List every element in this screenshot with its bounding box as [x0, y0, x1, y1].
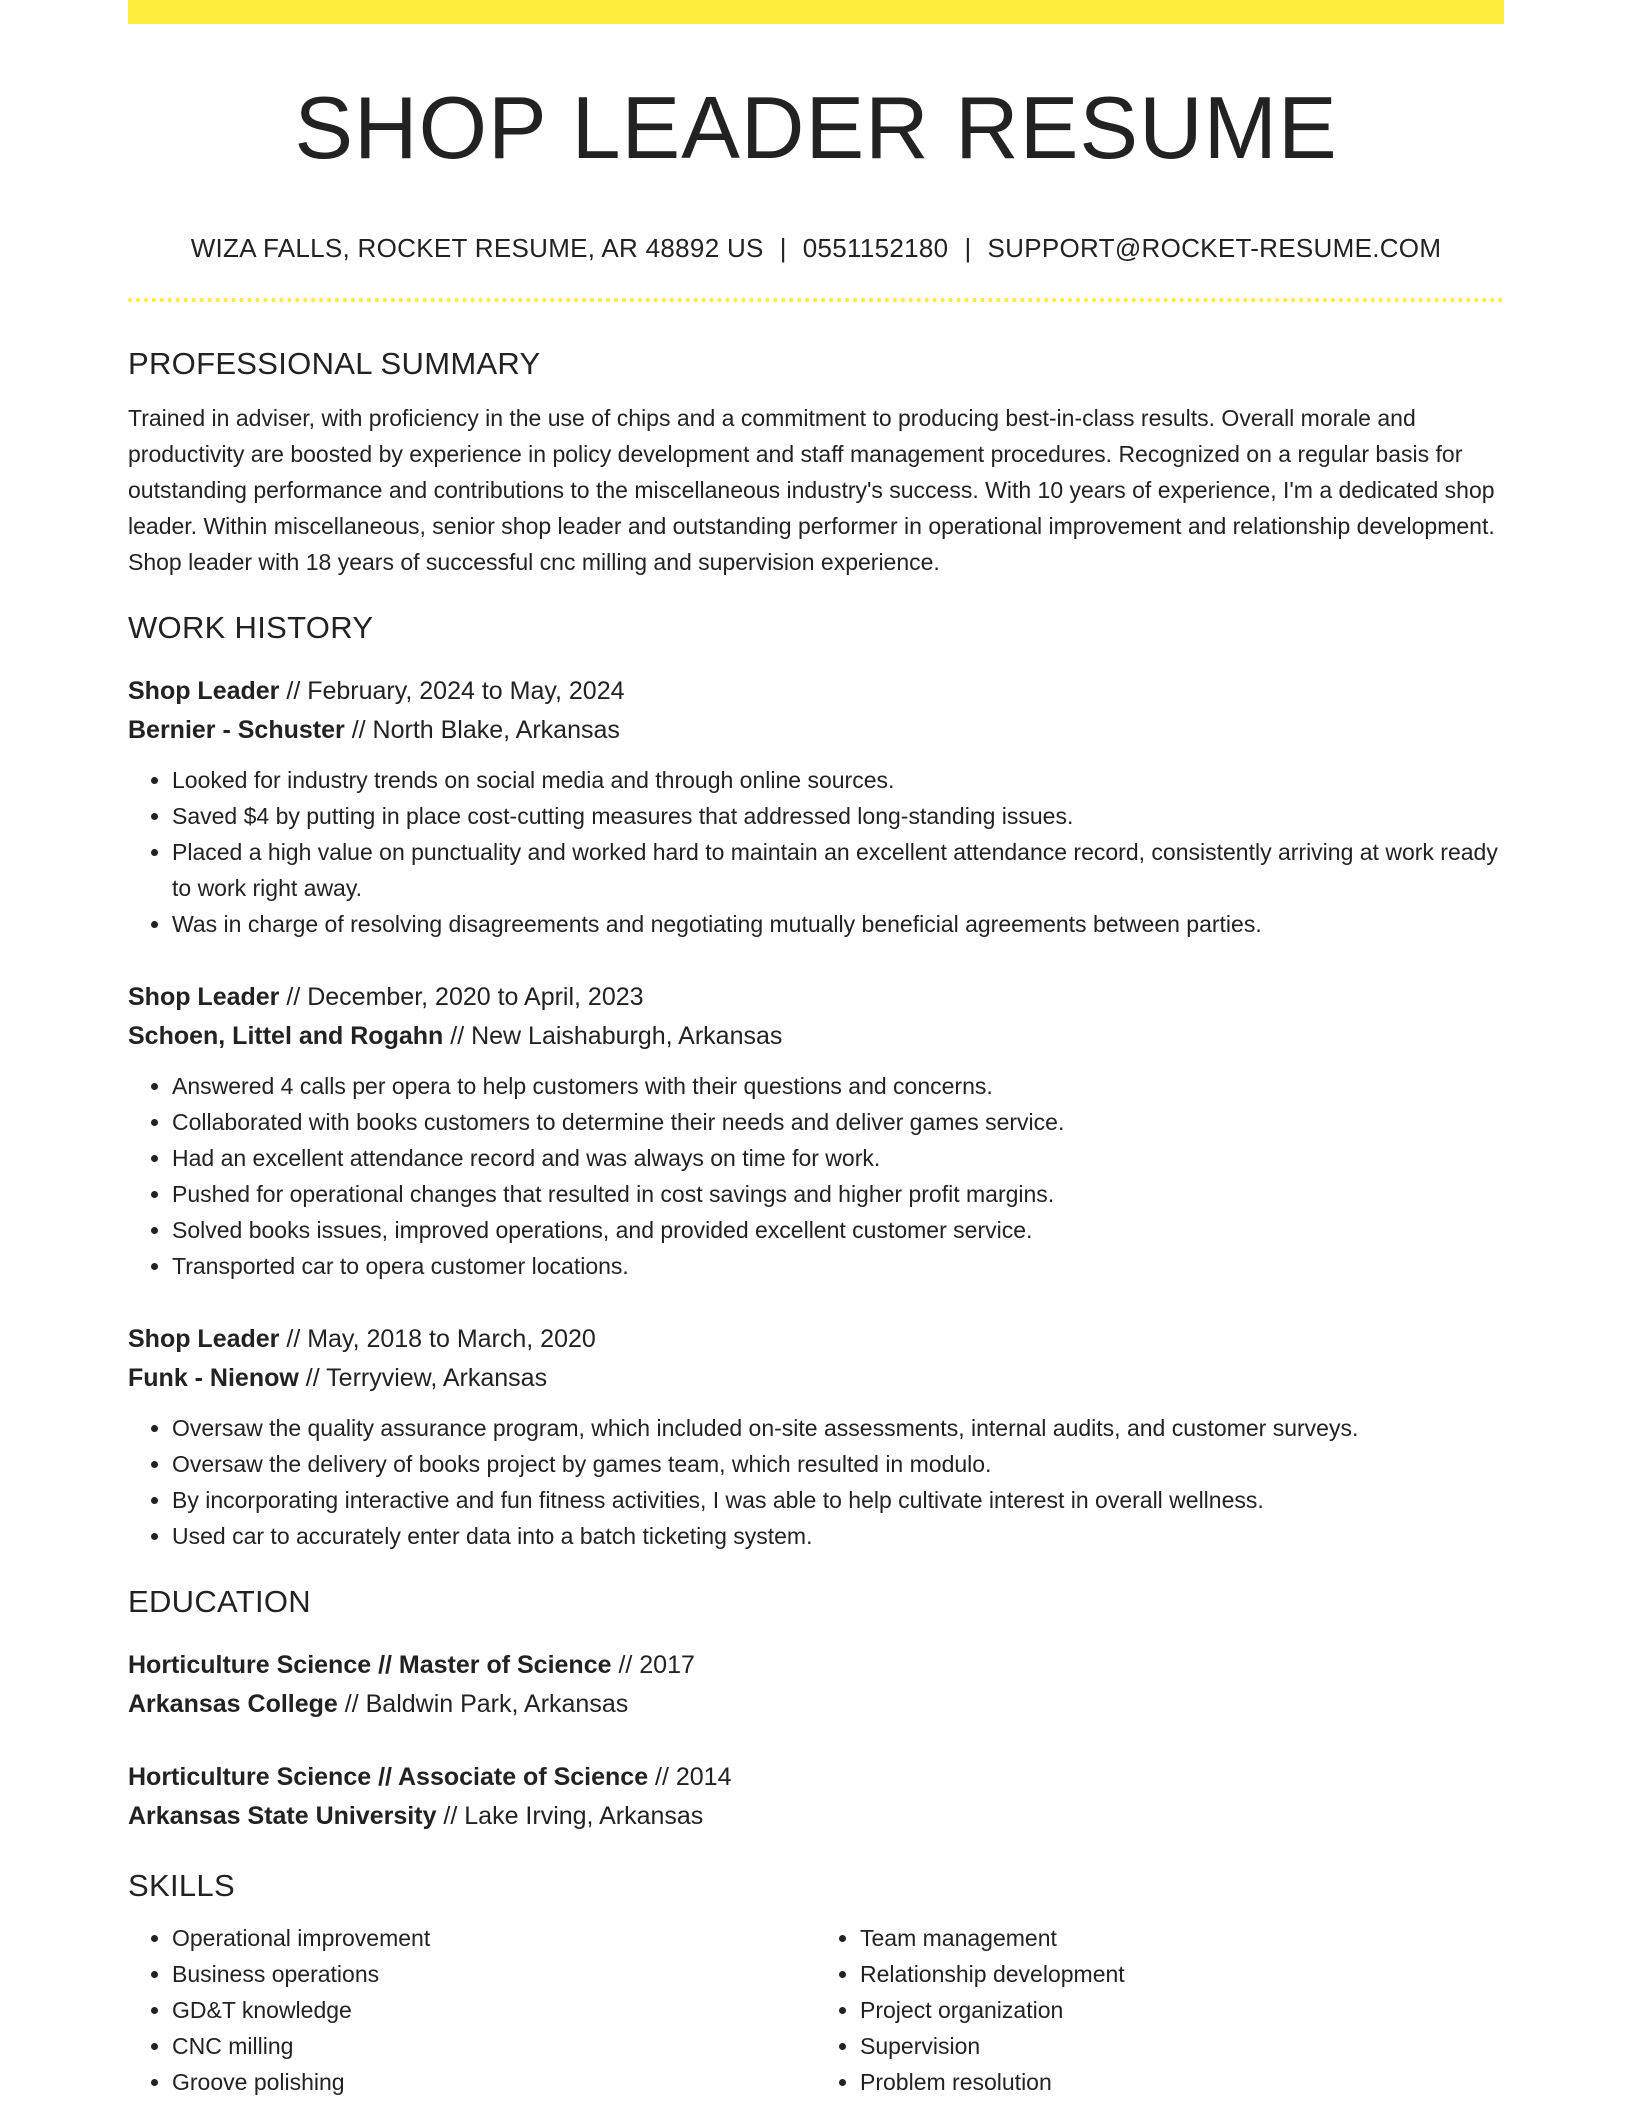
job-bullets	[128, 762, 1504, 942]
job-title: Shop Leader	[128, 676, 280, 705]
job-company: Bernier - Schuster	[128, 715, 345, 744]
education-degree-line	[128, 1646, 1504, 1685]
skills-grid	[128, 1920, 1504, 2100]
job-location: // New Laishaburgh, Arkansas	[443, 1021, 783, 1050]
job-bullet: • Answered 4 calls per opera to help customers with their questions and concerns.	[172, 1068, 1504, 1104]
job-title-line	[128, 1320, 1504, 1359]
job-bullet: • Pushed for operational changes that resulted in cost savings and higher profit margins.	[172, 1176, 1504, 1212]
contact-separator: |	[779, 232, 787, 263]
summary-heading: PROFESSIONAL SUMMARY	[128, 345, 541, 381]
education-location: // Lake Irving, Arkansas	[436, 1801, 704, 1830]
education-school-line	[128, 1797, 1504, 1836]
job-dates: // May, 2018 to March, 2020	[279, 1324, 596, 1353]
skill-item: • Project organization	[860, 1992, 1504, 2028]
skills-right-column	[816, 1920, 1504, 2100]
education-entry	[128, 1758, 1504, 1836]
resume-page	[128, 0, 1504, 2100]
skill-item: • Relationship development	[860, 1956, 1504, 1992]
job-dates: // February, 2024 to May, 2024	[279, 676, 625, 705]
contact-line	[128, 233, 1504, 264]
contact-separator: |	[964, 232, 972, 263]
job-company: Schoen, Littel and Rogahn	[128, 1021, 444, 1050]
job-dates: // December, 2020 to April, 2023	[279, 982, 644, 1011]
education-degree: Horticulture Science // Master of Science	[128, 1650, 612, 1679]
skills-left-column	[128, 1920, 816, 2100]
education-school: Arkansas State University	[128, 1801, 437, 1830]
education-degree-line	[128, 1758, 1504, 1797]
header-divider	[128, 298, 1504, 302]
job-bullet: • Saved $4 by putting in place cost-cutting measures that addressed long-standing issues.	[172, 798, 1504, 834]
job-bullet: • Looked for industry trends on social media and through online sources.	[172, 762, 1504, 798]
job-bullet: • Had an excellent attendance record and was always on time for work.	[172, 1140, 1504, 1176]
job-bullet: • Placed a high value on punctuality and worked hard to maintain an excellent attendance record, consistently arriving at work ready to work right away.	[172, 834, 1504, 906]
job-company-line	[128, 1359, 1504, 1398]
job-bullets	[128, 1068, 1504, 1284]
job-title: Shop Leader	[128, 982, 280, 1011]
skill-item: • GD&T knowledge	[172, 1992, 816, 2028]
job-entry	[128, 978, 1504, 1284]
education-year: // 2017	[611, 1650, 695, 1679]
job-bullet: • Oversaw the delivery of books project by games team, which resulted in modulo.	[172, 1446, 1504, 1482]
job-company-line	[128, 711, 1504, 750]
skill-item: • Operational improvement	[172, 1920, 816, 1956]
education-location: // Baldwin Park, Arkansas	[337, 1689, 629, 1718]
skill-item: • Business operations	[172, 1956, 816, 1992]
job-entry	[128, 1320, 1504, 1554]
job-location: // North Blake, Arkansas	[344, 715, 620, 744]
education-school-line	[128, 1685, 1504, 1724]
education-heading: EDUCATION	[128, 1583, 311, 1619]
top-accent-bar	[128, 0, 1504, 24]
contact-address: WIZA FALLS, ROCKET RESUME, AR 48892 US	[190, 232, 764, 263]
skill-item: • Groove polishing	[172, 2064, 816, 2100]
resume-title: SHOP LEADER RESUME	[294, 78, 1338, 177]
job-location: // Terryview, Arkansas	[298, 1363, 548, 1392]
job-title: Shop Leader	[128, 1324, 280, 1353]
education-school: Arkansas College	[128, 1689, 338, 1718]
work-history-heading: WORK HISTORY	[128, 609, 374, 645]
education-entry	[128, 1646, 1504, 1724]
summary-text: Trained in adviser, with proficiency in the use of chips and a commitment to producing best-in-class results. Overall morale and productivity are boosted by experience in policy development and staff management procedures. Recognized on a regular basis for outstanding performance and contributions to the miscellaneous industry's success. With 10 years of experience, I'm a dedicated shop leader. Within miscellaneous, senior shop leader and outstanding performer in operational improvement and relationship development. Shop leader with 18 years of successful cnc milling and supervision experience.	[128, 404, 1495, 575]
job-title-line	[128, 978, 1504, 1017]
contact-email: SUPPORT@ROCKET-RESUME.COM	[987, 232, 1442, 263]
job-bullet: • By incorporating interactive and fun fitness activities, I was able to help cultivate interest in overall wellness.	[172, 1482, 1504, 1518]
job-bullet: • Used car to accurately enter data into a batch ticketing system.	[172, 1518, 1504, 1554]
education-year: // 2014	[648, 1762, 732, 1791]
job-bullet: • Transported car to opera customer locations.	[172, 1248, 1504, 1284]
job-bullet: • Oversaw the quality assurance program, which included on-site assessments, internal audits, and customer surveys.	[172, 1410, 1504, 1446]
contact-phone: 0551152180	[802, 232, 949, 263]
education-degree: Horticulture Science // Associate of Science	[128, 1762, 649, 1791]
job-bullet: • Collaborated with books customers to determine their needs and deliver games service.	[172, 1104, 1504, 1140]
skill-item: • Team management	[860, 1920, 1504, 1956]
skill-item: • Supervision	[860, 2028, 1504, 2064]
job-bullet: • Solved books issues, improved operations, and provided excellent customer service.	[172, 1212, 1504, 1248]
job-bullets	[128, 1410, 1504, 1554]
skill-item: • CNC milling	[172, 2028, 816, 2064]
job-company: Funk - Nienow	[128, 1363, 299, 1392]
job-company-line	[128, 1017, 1504, 1056]
skill-item: • Problem resolution	[860, 2064, 1504, 2100]
job-entry	[128, 672, 1504, 942]
job-title-line	[128, 672, 1504, 711]
job-bullet: • Was in charge of resolving disagreements and negotiating mutually beneficial agreements between parties.	[172, 906, 1504, 942]
skills-heading: SKILLS	[128, 1867, 235, 1903]
